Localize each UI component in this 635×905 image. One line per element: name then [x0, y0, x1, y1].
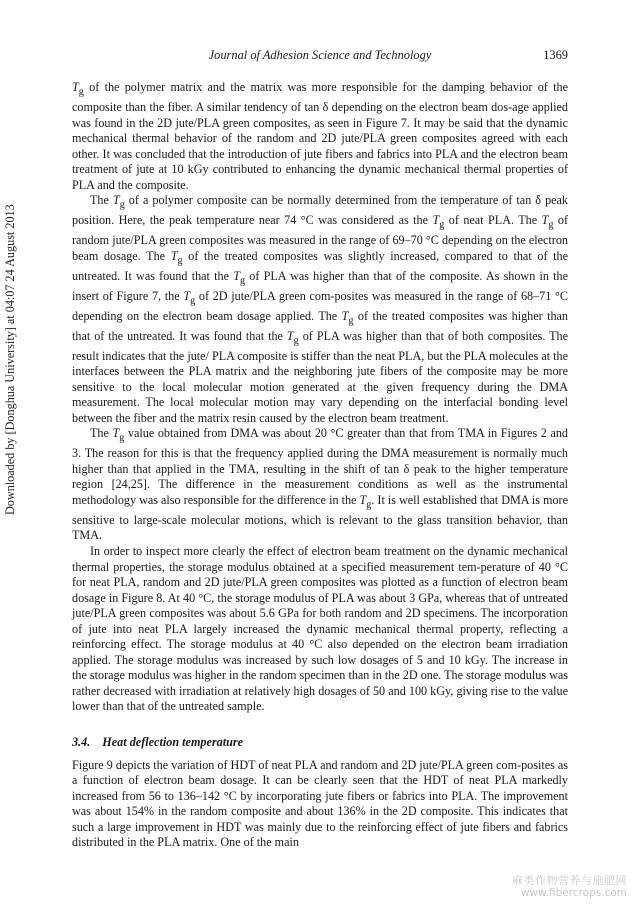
- article-body: [72, 80, 568, 851]
- download-notice: Downloaded by [Donghua University] at 04:07 24 August 2013: [3, 204, 17, 516]
- journal-title: Journal of Adhesion Science and Technology: [208, 48, 432, 62]
- section-number: 3.4.: [72, 735, 91, 749]
- site-watermark: [512, 875, 627, 899]
- watermark-chinese: 麻类作物营养与施肥网: [512, 874, 627, 887]
- paragraph-3: The $T_g$ value obtained from DMA was about 20 °C greater than that from TMA in Figures 2 and 3. The reason for this is that the frequency applied during the DMA measurement is normally much higher than that applied in the TMA, resulting in the shift of tan δ peak to the higher temperature region [24,25]. The difference in the measurement conditions as well as the instrumental methodology was also responsible for the difference in the $T_g$. It is well established that DMA is more sensitive to large-scale molecular motions, which is relevant to the glass transition behavior, than TMA.: [72, 426, 568, 543]
- paragraph-4: In order to inspect more clearly the effect of electron beam treatment on the dynamic mechanical thermal properties, the storage modulus obtained at a specified measurement tem-perature of 40 °C for neat PLA, random and 2D jute/PLA green composites was plotted as a function of electron beam dosage in Figure 8. At 40 °C, the storage modulus of PLA was about 3 GPa, whereas that of untreated jute/PLA green composites was about 5.6 GPa for both random and 2D specimens. The incorporation of jute into neat PLA largely increased the dynamic mechanical thermal property, reflecting a reinforcing effect. The storage modulus at 40 °C also depended on the electron beam irradiation applied. The storage modulus was increased by such low dosages of 5 and 10 kGy. The increase in the storage modulus was higher in the random specimen than in the 2D one. The storage modulus was rather decreased with irradiation at relatively high dosages of 50 and 100 kGy, giving rise to the value lower than that of the untreated sample.: [72, 543, 568, 714]
- paragraph-2: The $T_g$ of a polymer composite can be normally determined from the temperature of tan δ peak position. Here, the peak temperature near 74 °C was considered as the $T_g$ of neat PLA. The $T_g$ of random jute/PLA green composites was measured in the range of 69–70 °C depending on the electron beam dosage. The $T_g$ of the treated composites was slightly increased, compared to that of the untreated. It was found that the $T_g$ of PLA was higher than that of the composite. As shown in the insert of Figure 7, the $T_g$ of 2D jute/PLA green com-posites was measured in the range of 68–71 °C depending on the electron beam dosage applied. The $T_g$ of the treated composites was higher than that of the untreated. It was found that the $T_g$ of PLA was higher than that of both composites. The result indicates that the jute/ PLA composite is stiffer than the neat PLA, but the PLA molecules at the interfaces between the PLA matrix and the neighboring jute fibers of the composite may be more sensitive to the local molecular motion generated at the given frequency during the DMA measurement. The local molecular motion may vary depending on the interfacial bonding level between the fiber and the matrix resin caused by the electron beam treatment.: [72, 193, 569, 425]
- watermark-url: www.fibercrops.com: [520, 887, 627, 899]
- paragraph-1: $T_g$ of the polymer matrix and the matrix was more responsible for the damping behavior of the composite than the fiber. A similar tendency of tan δ depending on the electron beam dos-age applied was found in the 2D jute/PLA green composites, as seen in Figure 7. It may be said that the dynamic mechanical thermal behavior of the random and 2D jute/PLA green composites agreed with each other. It was concluded that the introduction of jute fibers and fabrics into PLA and the electron beam treatment of jute at 10 kGy contributed to enhancing the dynamic mechanical thermal properties of PLA and the composite.: [72, 80, 568, 192]
- section-heading: [72, 735, 568, 751]
- running-head: [72, 48, 568, 66]
- page-number: 1369: [543, 48, 568, 62]
- section-paragraph: Figure 9 depicts the variation of HDT of neat PLA and random and 2D jute/PLA green com-posites as a function of electron beam dosage. It can be clearly seen that the HDT of neat PLA markedly increased from 56 to 136–142 °C by incorporating jute fibers or fabrics into PLA. The improvement was about 154% in the random composite and about 136% in the 2D composite. This indicates that such a large improvement in HDT was mainly due to the reinforcing effect of jute fibers and fabrics distributed in the PLA matrix. One of the main: [72, 757, 568, 850]
- section-title: Heat deflection temperature: [102, 735, 244, 749]
